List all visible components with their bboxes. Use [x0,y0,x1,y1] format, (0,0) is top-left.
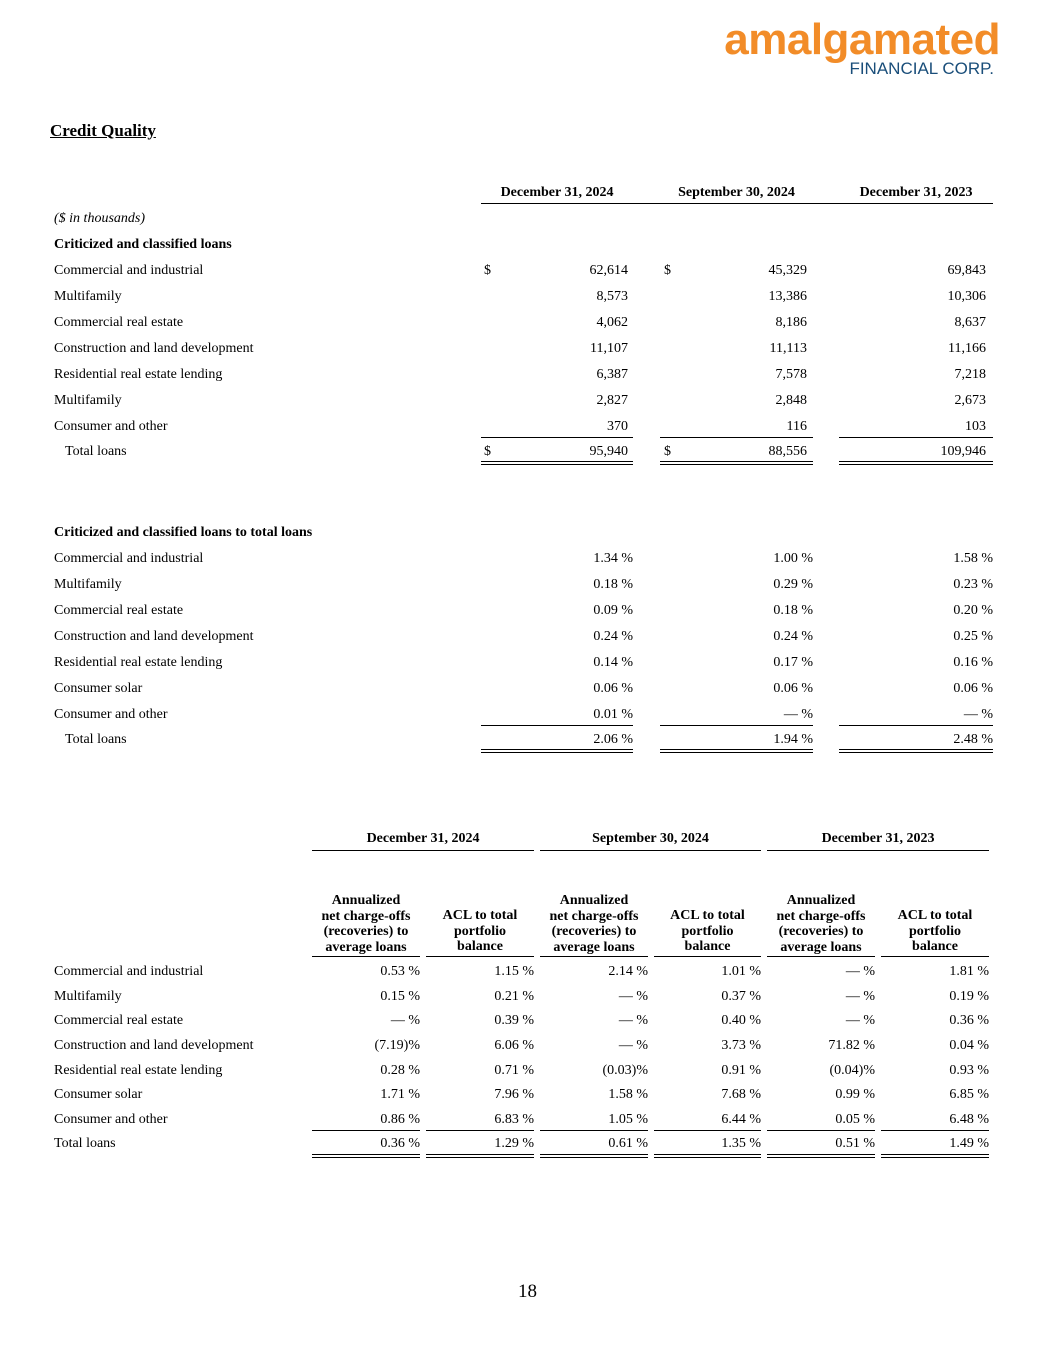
row-label: Consumer and other [54,707,168,722]
value-cell: 1.05 % [608,1112,648,1127]
acl-subheader [654,908,761,955]
value-cell: 7.96 % [494,1087,534,1102]
dollar-sign: $ [664,444,671,459]
company-logo [700,15,1000,78]
value-cell: — % [845,964,875,979]
total-cell: 88,556 [768,444,807,459]
value-cell: 0.40 % [721,1013,761,1028]
total-double-rule [881,1154,989,1158]
nco-subheader [767,893,875,955]
dollar-sign: $ [664,263,671,278]
value-cell: 6.48 % [949,1112,989,1127]
value-cell: 3.73 % [721,1038,761,1053]
value-cell: 0.05 % [835,1112,875,1127]
value-cell: 2,673 [954,393,986,408]
value-cell: 7,578 [775,367,807,382]
dollar-sign: $ [484,444,491,459]
row-label: Multifamily [54,289,122,304]
value-cell: — % [618,1013,648,1028]
value-cell: 0.01 % [593,707,633,722]
row-label: Multifamily [54,393,122,408]
total-double-rule [481,461,633,465]
period-rule [767,850,989,851]
total-double-rule [660,749,813,753]
value-cell: — % [618,989,648,1004]
total-cell: 1.35 % [721,1136,761,1151]
subtotal-rule [839,725,993,726]
value-cell: 0.09 % [593,603,633,618]
value-cell: 2.14 % [608,964,648,979]
value-cell: (7.19)% [374,1038,420,1053]
section-title: Criticized and classified loans [54,237,232,252]
value-cell: 1.71 % [380,1087,420,1102]
section-title: Criticized and classified loans to total loans [54,525,313,540]
value-cell: 0.14 % [593,655,633,670]
value-cell: 0.17 % [773,655,813,670]
logo-subtitle: FINANCIAL CORP. [849,59,994,78]
subtotal-rule [767,1130,875,1131]
row-label: Commercial and industrial [54,263,204,278]
value-cell: 13,386 [768,289,807,304]
subheader-line: (recoveries) to [551,924,637,939]
row-label: Commercial real estate [54,1013,184,1028]
column-header: December 31, 2024 [500,185,614,200]
row-label: Residential real estate lending [54,367,223,382]
value-cell: 0.20 % [953,603,993,618]
subheader-line: portfolio [453,923,507,939]
total-double-rule [839,749,993,753]
value-cell: 7,218 [954,367,986,382]
value-cell: 0.29 % [773,577,813,592]
subheader-line: Annualized [331,893,401,908]
value-cell: 7.68 % [721,1087,761,1102]
value-cell: — % [618,1038,648,1053]
period-rule [540,850,761,851]
total-cell: 0.36 % [380,1136,420,1151]
units-label: ($ in thousands) [54,211,145,226]
value-cell: 370 [607,419,628,434]
value-cell: (0.04)% [829,1063,875,1078]
row-label: Construction and land development [54,341,254,356]
value-cell: 8,637 [954,315,986,330]
subtotal-rule [660,725,813,726]
row-label: Construction and land development [54,629,254,644]
value-cell: 62,614 [589,263,628,278]
row-label: Consumer solar [54,1087,143,1102]
column-header: December 31, 2023 [859,185,973,200]
value-cell: 0.39 % [494,1013,534,1028]
subtotal-rule [654,1130,761,1131]
subheader-line: Annualized [559,893,629,908]
total-double-rule [654,1154,761,1158]
value-cell: 6.06 % [494,1038,534,1053]
subtotal-rule [426,1130,534,1131]
value-cell: 6.44 % [721,1112,761,1127]
value-cell: 0.25 % [953,629,993,644]
value-cell: 1.58 % [608,1087,648,1102]
period-header: September 30, 2024 [592,831,709,846]
row-label: Commercial real estate [54,315,184,330]
total-double-rule [660,461,813,465]
row-label: Multifamily [54,989,122,1004]
value-cell: 11,107 [590,341,628,356]
subheader-line: portfolio [908,923,962,939]
value-cell: 11,113 [769,341,807,356]
row-label: Construction and land development [54,1038,254,1053]
value-cell: 0.18 % [593,577,633,592]
subtotal-rule [881,1130,989,1131]
value-cell: 0.06 % [953,681,993,696]
value-cell: 0.21 % [494,989,534,1004]
row-label: Commercial and industrial [54,551,204,566]
total-cell: 109,946 [940,444,986,459]
value-cell: 0.06 % [773,681,813,696]
value-cell: 0.86 % [380,1112,420,1127]
subheader-line: ACL to total [442,908,518,923]
subheader-rule [654,956,761,957]
total-cell: 1.29 % [494,1136,534,1151]
value-cell: 69,843 [947,263,986,278]
row-label: Residential real estate lending [54,655,223,670]
subheader-line: Annualized [786,893,856,908]
total-double-rule [839,461,993,465]
subheader-line: average loans [780,939,862,955]
value-cell: 0.06 % [593,681,633,696]
value-cell: 6.83 % [494,1112,534,1127]
row-label: Multifamily [54,577,122,592]
value-cell: 1.34 % [593,551,633,566]
value-cell: 1.01 % [721,964,761,979]
value-cell: — % [390,1013,420,1028]
acl-subheader [426,908,534,955]
value-cell: 0.37 % [721,989,761,1004]
value-cell: 0.24 % [773,629,813,644]
page-title: Credit Quality [50,121,156,140]
subheader-line: balance [457,939,503,954]
subheader-line: balance [912,939,958,954]
total-cell: 95,940 [589,444,628,459]
subheader-line: (recoveries) to [323,924,409,939]
subheader-line: ACL to total [670,908,745,923]
value-cell: 1.00 % [773,551,813,566]
row-label: Consumer and other [54,419,168,434]
value-cell: 71.82 % [828,1038,875,1053]
subheader-line: average loans [553,939,635,955]
value-cell: 45,329 [768,263,807,278]
subheader-rule [540,956,648,957]
value-cell: — % [963,707,993,722]
total-label: Total loans [54,1136,116,1151]
value-cell: 0.04 % [949,1038,989,1053]
value-cell: 10,306 [947,289,986,304]
value-cell: 103 [965,419,986,434]
subheader-rule [881,956,989,957]
row-label: Consumer solar [54,681,143,696]
total-double-rule [767,1154,875,1158]
subheader-line: (recoveries) to [778,924,864,939]
subheader-rule [426,956,534,957]
value-cell: 0.91 % [721,1063,761,1078]
value-cell: 0.28 % [380,1063,420,1078]
value-cell: 1.15 % [494,964,534,979]
value-cell: 4,062 [596,315,628,330]
value-cell: 0.23 % [953,577,993,592]
dollar-sign: $ [484,263,491,278]
subtotal-rule [312,1130,420,1131]
value-cell: — % [845,1013,875,1028]
value-cell: 1.58 % [953,551,993,566]
subtotal-rule [481,725,633,726]
row-label: Commercial and industrial [54,964,204,979]
value-cell: 2,827 [596,393,628,408]
logo-wordmark: amalgamated [724,15,1000,64]
subheader-line: net charge-offs [321,908,411,924]
period-header: December 31, 2024 [366,831,480,846]
acl-subheader [881,908,989,955]
total-cell: 1.94 % [773,732,813,747]
value-cell: 116 [786,419,807,434]
value-cell: 8,186 [775,315,807,330]
value-cell: 6.85 % [949,1087,989,1102]
value-cell: 0.15 % [380,989,420,1004]
total-cell: 2.48 % [953,732,993,747]
value-cell: 0.36 % [949,1013,989,1028]
value-cell: 0.19 % [949,989,989,1004]
total-label: Total loans [65,732,127,747]
value-cell: 0.16 % [953,655,993,670]
row-label: Consumer and other [54,1112,168,1127]
subheader-rule [767,956,875,957]
total-double-rule [481,749,633,753]
column-header: September 30, 2024 [678,185,795,200]
value-cell: 0.24 % [593,629,633,644]
subheader-line: average loans [325,939,407,955]
value-cell: — % [845,989,875,1004]
subtotal-rule [839,437,993,438]
subheader-rule [312,956,420,957]
subtotal-rule [660,437,813,438]
nco-subheader [540,893,648,955]
subheader-line: portfolio [681,923,734,939]
header-rule [481,203,993,204]
total-double-rule [312,1154,420,1158]
value-cell: (0.03)% [602,1063,648,1078]
total-cell: 0.61 % [608,1136,648,1151]
value-cell: 2,848 [775,393,807,408]
total-cell: 2.06 % [593,732,633,747]
nco-subheader [312,893,420,955]
value-cell: 1.81 % [949,964,989,979]
total-cell: 0.51 % [835,1136,875,1151]
period-header: December 31, 2023 [821,831,935,846]
value-cell: 0.18 % [773,603,813,618]
value-cell: 8,573 [596,289,628,304]
period-rule [312,850,534,851]
value-cell: 0.71 % [494,1063,534,1078]
subtotal-rule [540,1130,648,1131]
total-label: Total loans [65,444,127,459]
page-number: 18 [518,1281,537,1302]
value-cell: 0.53 % [380,964,420,979]
subheader-line: net charge-offs [549,908,639,924]
total-double-rule [426,1154,534,1158]
subheader-line: balance [684,939,731,954]
subheader-line: ACL to total [897,908,973,923]
value-cell: 0.93 % [949,1063,989,1078]
row-label: Residential real estate lending [54,1063,223,1078]
value-cell: 11,166 [948,341,986,356]
subtotal-rule [481,437,633,438]
value-cell: 0.99 % [835,1087,875,1102]
row-label: Commercial real estate [54,603,184,618]
value-cell: — % [783,707,813,722]
value-cell: 6,387 [596,367,628,382]
subheader-line: net charge-offs [776,908,866,924]
total-double-rule [540,1154,648,1158]
total-cell: 1.49 % [949,1136,989,1151]
